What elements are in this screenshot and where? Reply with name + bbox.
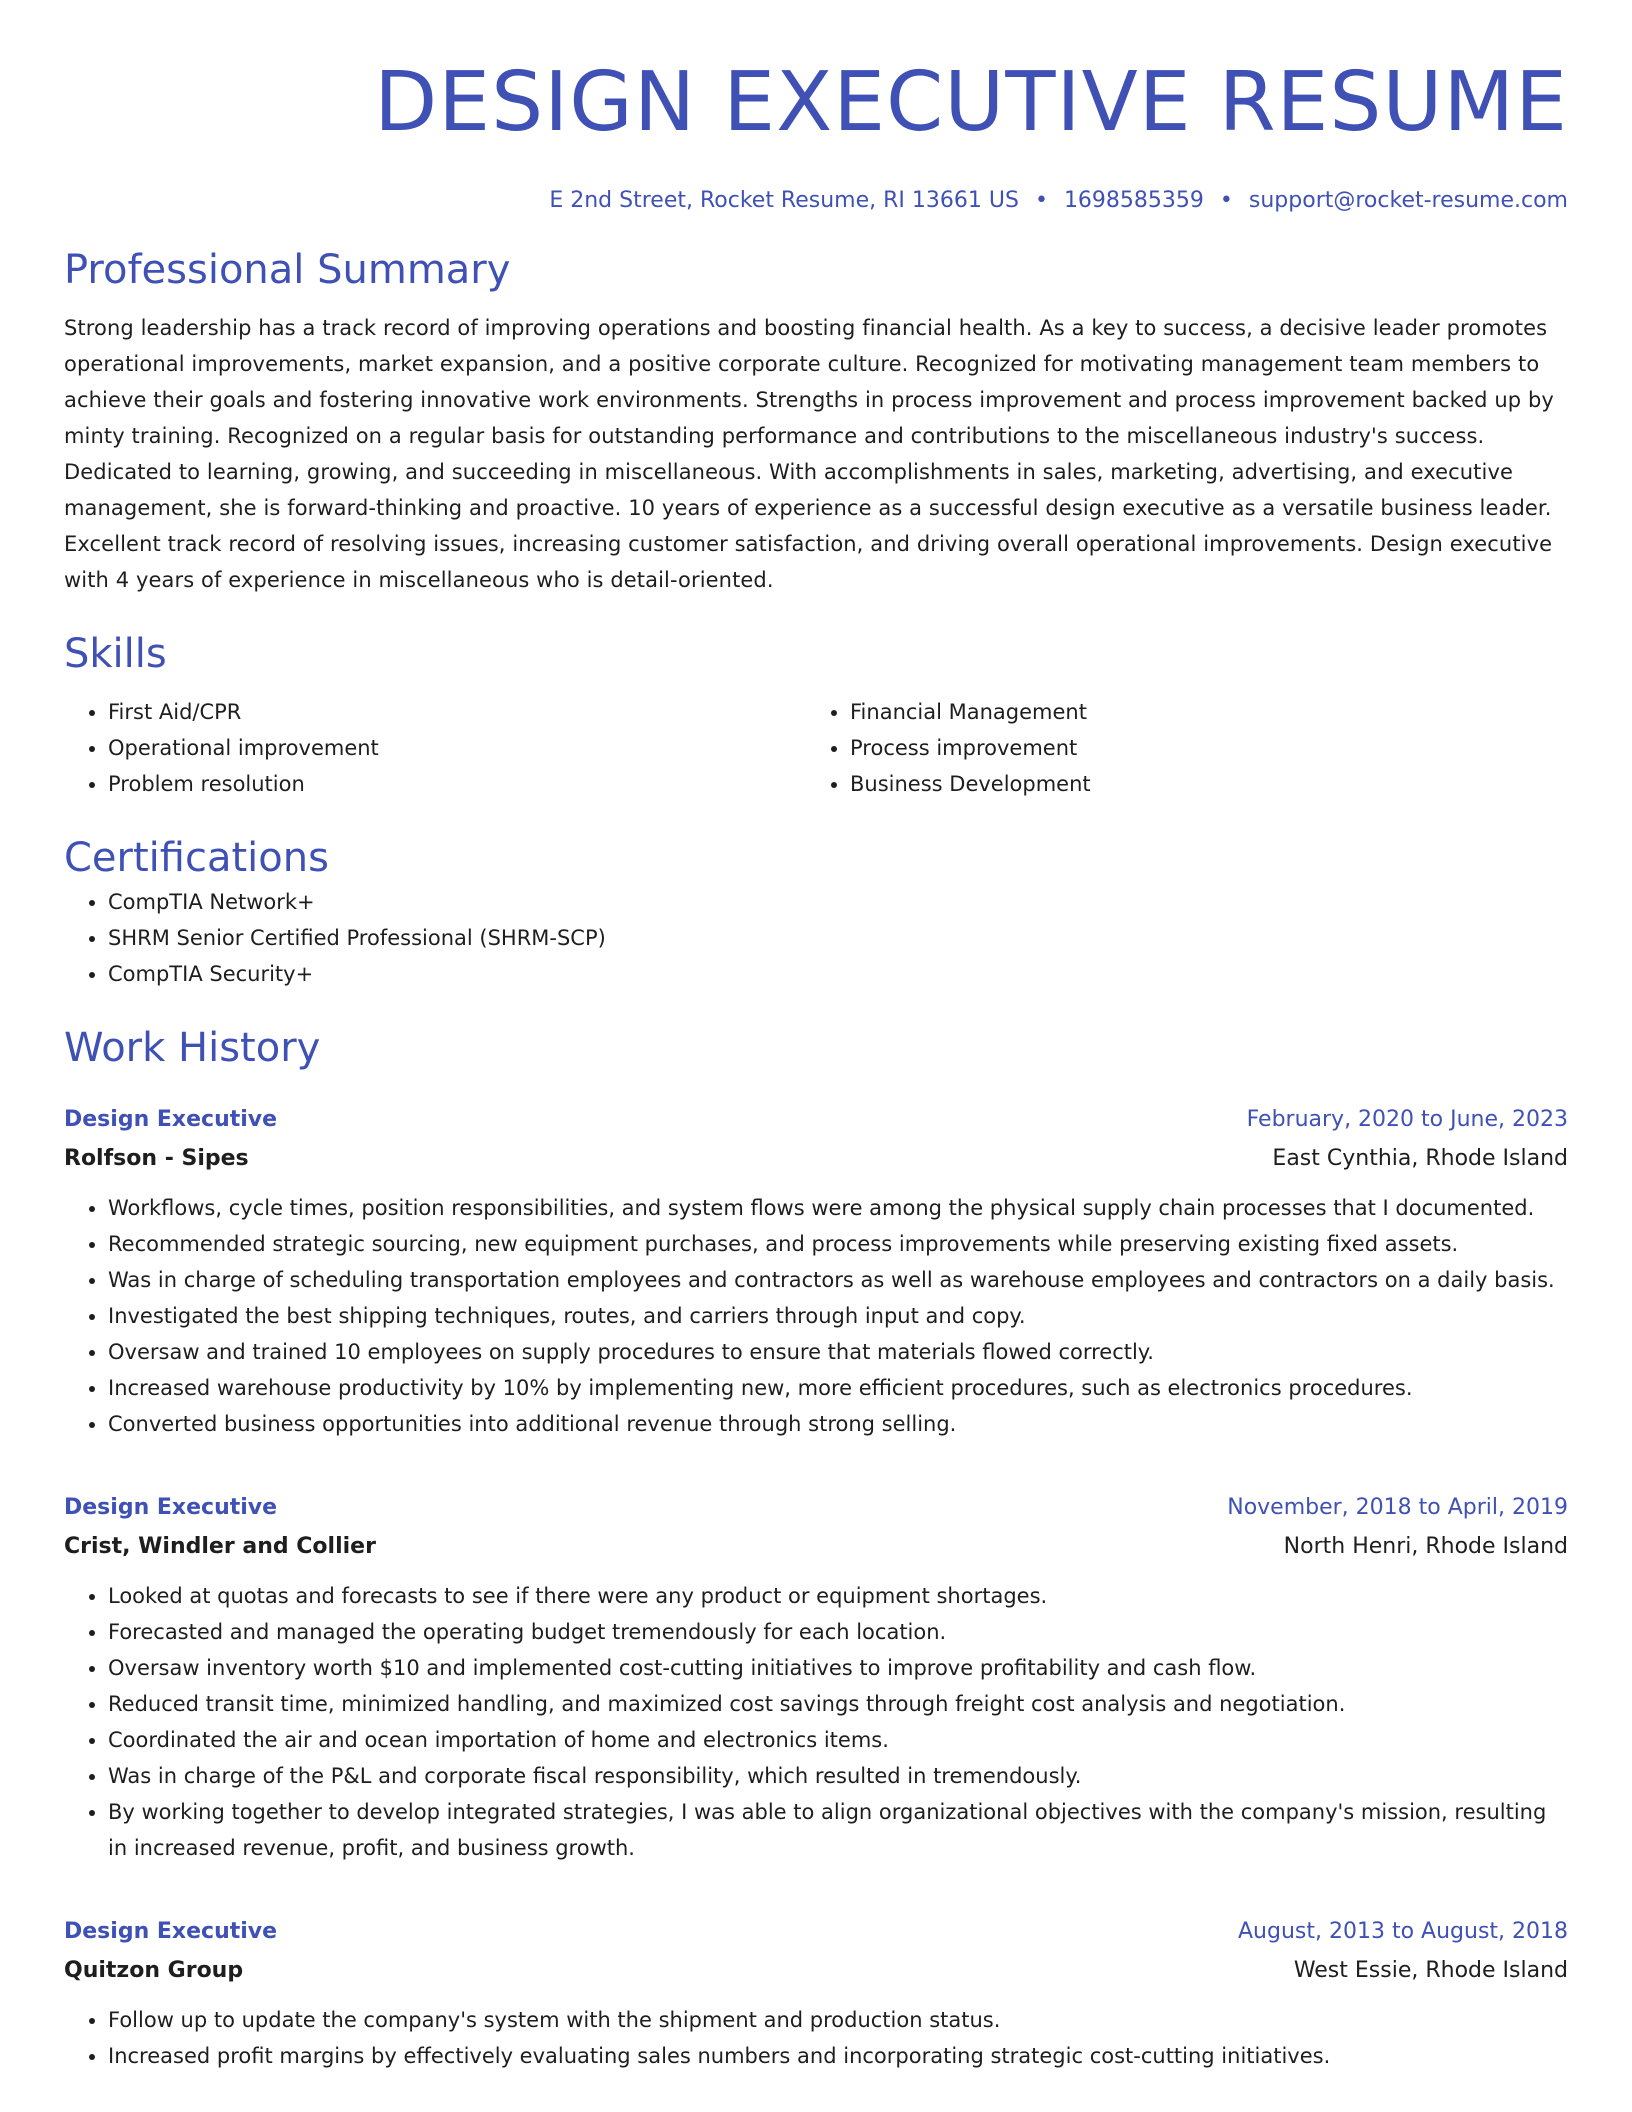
job-bullet: • Oversaw and trained 10 employees on supply procedures to ensure that materials flowed correctly. <box>108 1334 1568 1370</box>
certification-item: • CompTIA Network+ <box>108 884 1568 920</box>
job-bullet: • Forecasted and managed the operating budget tremendously for each location. <box>108 1614 1568 1650</box>
skill-item: • Operational improvement <box>108 730 806 766</box>
job-bullets <box>64 2002 1568 2074</box>
contact-phone: 1698585359 <box>1063 188 1204 213</box>
job-location: North Henri, Rhode Island <box>1283 1534 1568 1559</box>
skill-item: • Business Development <box>850 766 1548 802</box>
skill-item: • Problem resolution <box>108 766 806 802</box>
job-bullets <box>64 1190 1568 1442</box>
skills-heading: Skills <box>64 631 167 677</box>
job-bullets <box>64 1578 1568 1866</box>
job-title: Design Executive <box>64 1495 278 1520</box>
job-dates: August, 2013 to August, 2018 <box>1238 1919 1568 1944</box>
job-bullet: • Coordinated the air and ocean importation of home and electronics items. <box>108 1722 1568 1758</box>
job-title: Design Executive <box>64 1107 278 1132</box>
job-bullet: • Workflows, cycle times, position responsibilities, and system flows were among the physical supply chain processes that I documented. <box>108 1190 1568 1226</box>
skills-list <box>64 694 1568 802</box>
job-title: Design Executive <box>64 1919 278 1944</box>
job-bullet: • Was in charge of scheduling transportation employees and contractors as well as warehouse employees and contractors on a daily basis. <box>108 1262 1568 1298</box>
contact-address: E 2nd Street, Rocket Resume, RI 13661 US <box>549 188 1019 213</box>
summary-text: Strong leadership has a track record of improving operations and boosting financial health. As a key to success, a decisive leader promotes operational improvements, market expansion, and a positive corporate culture. Recognized for motivating management team members to achieve their goals and fostering innovative work environments. Strengths in process improvement and process improvement backed up by minty training. Recognized on a regular basis for outstanding performance and contributions to the miscellaneous industry's success. Dedicated to learning, growing, and succeeding in miscellaneous. With accomplishments in sales, marketing, advertising, and executive management, she is forward-thinking and proactive. 10 years of experience as a successful design executive as a versatile business leader. Excellent track record of resolving issues, increasing customer satisfaction, and driving overall operational improvements. Design executive with 4 years of experience in miscellaneous who is detail-oriented. <box>64 316 1554 592</box>
skills-column-right <box>806 694 1548 802</box>
job-bullet: • Increased profit margins by effectively evaluating sales numbers and incorporating strategic cost-cutting initiatives. <box>108 2038 1568 2074</box>
job-company: Rolfson - Sipes <box>64 1146 249 1171</box>
certification-item: • CompTIA Security+ <box>108 956 1568 992</box>
job-company-row <box>64 1140 1568 1178</box>
skills-column-left <box>64 694 806 802</box>
job-bullet: • Was in charge of the P&L and corporate fiscal responsibility, which resulted in tremendously. <box>108 1758 1568 1794</box>
job-header-row <box>64 1100 1568 1140</box>
skill-item: • First Aid/CPR <box>108 694 806 730</box>
job-bullet: • Recommended strategic sourcing, new equipment purchases, and process improvements while preserving existing fixed assets. <box>108 1226 1568 1262</box>
job-entry <box>64 1100 1568 1442</box>
contact-line <box>64 186 1568 216</box>
resume-title: DESIGN EXECUTIVE RESUME <box>374 55 1568 150</box>
skill-item: • Process improvement <box>850 730 1548 766</box>
job-dates: February, 2020 to June, 2023 <box>1246 1107 1568 1132</box>
contact-separator: • <box>1219 188 1233 213</box>
skill-item: • Financial Management <box>850 694 1548 730</box>
job-company-row <box>64 1952 1568 1990</box>
work-history-heading: Work History <box>64 1025 321 1071</box>
job-header-row <box>64 1912 1568 1952</box>
certifications-heading: Certifications <box>64 835 329 881</box>
job-bullet: • By working together to develop integrated strategies, I was able to align organizational objectives with the company's mission, resulting in increased revenue, profit, and business growth. <box>108 1794 1568 1866</box>
job-company: Quitzon Group <box>64 1958 244 1983</box>
job-location: East Cynthia, Rhode Island <box>1272 1146 1568 1171</box>
job-bullet: • Looked at quotas and forecasts to see if there were any product or equipment shortages. <box>108 1578 1568 1614</box>
certifications-list <box>64 884 1568 992</box>
contact-separator: • <box>1034 188 1048 213</box>
contact-email: support@rocket-resume.com <box>1248 188 1568 213</box>
job-entry <box>64 1912 1568 2074</box>
job-company-row <box>64 1528 1568 1566</box>
job-entry <box>64 1488 1568 1866</box>
job-company: Crist, Windler and Collier <box>64 1534 376 1559</box>
certification-item: • SHRM Senior Certified Professional (SHRM-SCP) <box>108 920 1568 956</box>
job-bullet: • Investigated the best shipping techniques, routes, and carriers through input and copy. <box>108 1298 1568 1334</box>
summary-heading: Professional Summary <box>64 247 511 293</box>
resume-page <box>64 0 1568 2074</box>
job-bullet: • Converted business opportunities into additional revenue through strong selling. <box>108 1406 1568 1442</box>
job-location: West Essie, Rhode Island <box>1293 1958 1568 1983</box>
job-bullet: • Oversaw inventory worth $10 and implemented cost-cutting initiatives to improve profitability and cash flow. <box>108 1650 1568 1686</box>
job-bullet: • Increased warehouse productivity by 10% by implementing new, more efficient procedures, such as electronics procedures. <box>108 1370 1568 1406</box>
job-bullet: • Follow up to update the company's system with the shipment and production status. <box>108 2002 1568 2038</box>
job-dates: November, 2018 to April, 2019 <box>1227 1495 1568 1520</box>
job-header-row <box>64 1488 1568 1528</box>
job-bullet: • Reduced transit time, minimized handling, and maximized cost savings through freight cost analysis and negotiation. <box>108 1686 1568 1722</box>
